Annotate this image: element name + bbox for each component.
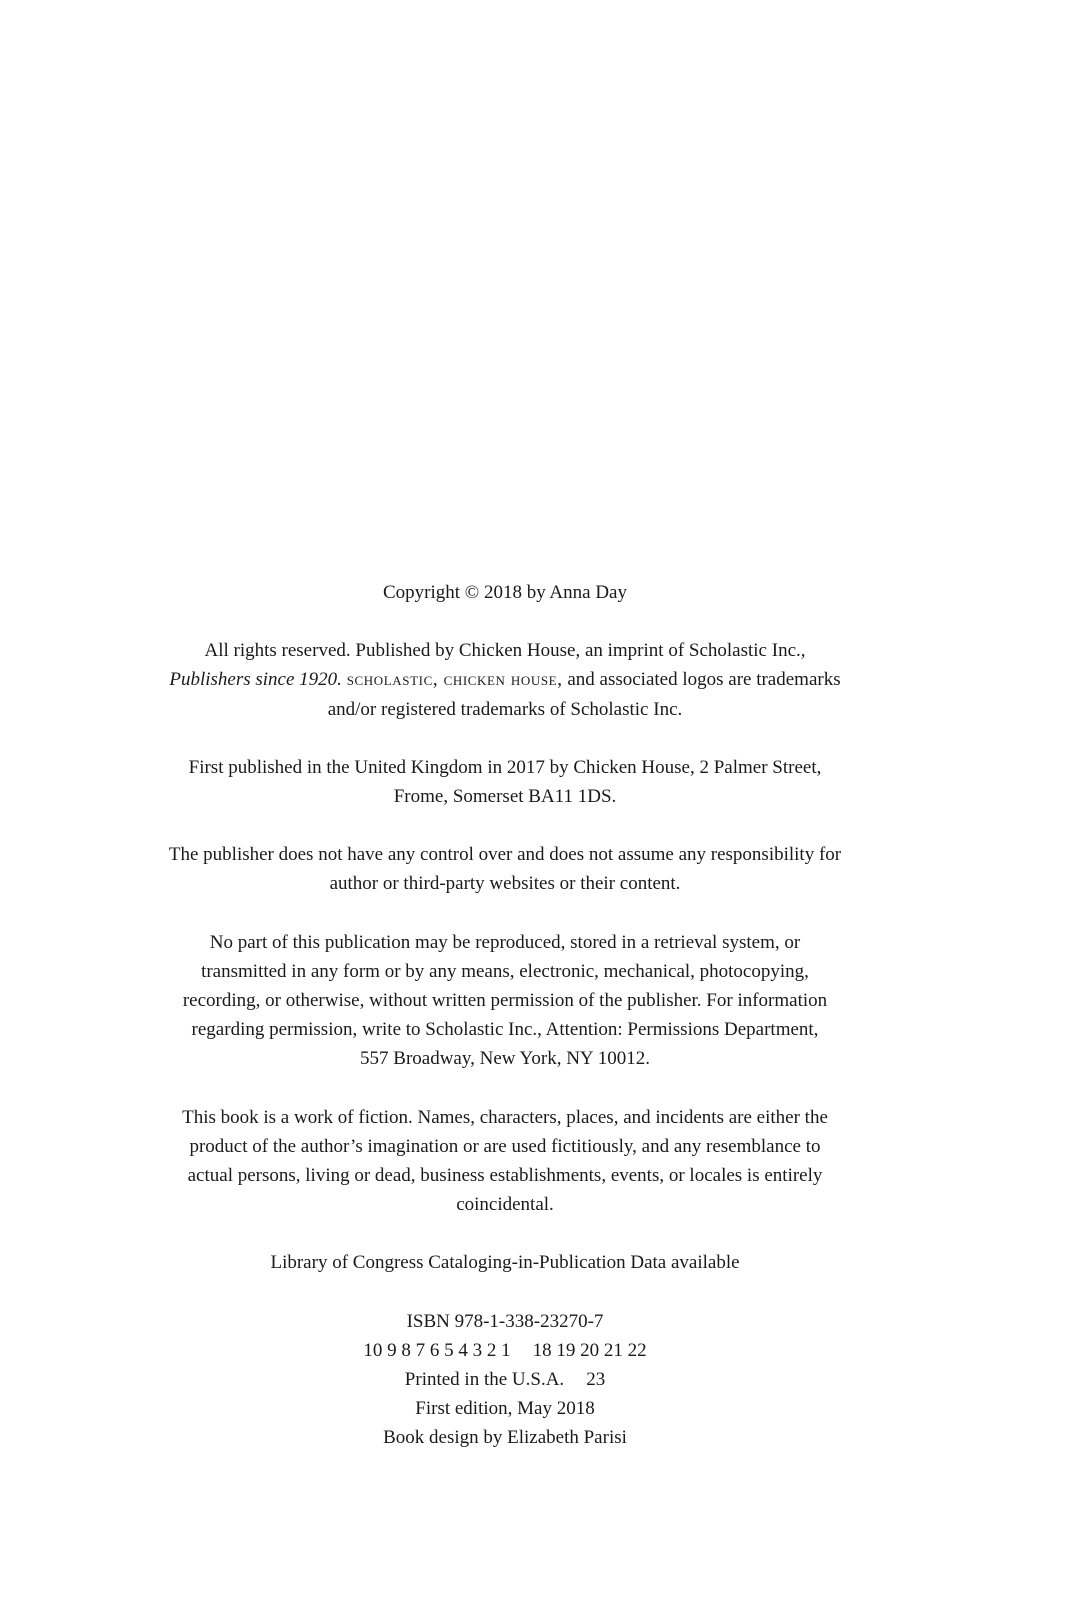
printer-code: 23 [586, 1369, 606, 1391]
rights-line-1: All rights reserved. Published by Chicken House, an imprint of Scholastic Inc., [204, 640, 806, 662]
reproduction-line-2: transmitted in any form or by any means, electronic, mechanical, photocopying, [201, 960, 809, 982]
copyright-block [140, 578, 870, 1453]
cip-paragraph [140, 1248, 870, 1277]
responsibility-paragraph [140, 840, 870, 898]
edition-line: First edition, May 2018 [415, 1398, 595, 1420]
reproduction-line-4: regarding permission, write to Scholastic Inc., Attention: Permissions Department, [191, 1019, 819, 1041]
publishers-since-text: Publishers since 1920. [169, 669, 342, 691]
rights-line-2 [140, 665, 870, 694]
reproduction-line-5: 557 Broadway, New York, NY 10012. [360, 1048, 650, 1070]
rights-line-3: and/or registered trademarks of Scholastic Inc. [327, 698, 683, 720]
first-published-line-1: First published in the United Kingdom in 2017 by Chicken House, 2 Palmer Street, [188, 756, 822, 778]
first-published-paragraph [140, 753, 870, 811]
printed-in-line [140, 1365, 870, 1394]
isbn-line: ISBN 978-1-338-23270-7 [406, 1310, 604, 1332]
copyright-notice [140, 578, 870, 607]
fiction-line-1: This book is a work of fiction. Names, characters, places, and incidents are either the [182, 1106, 828, 1128]
reproduction-line-3: recording, or otherwise, without written permission of the publisher. For information [182, 990, 828, 1012]
book-design-line: Book design by Elizabeth Parisi [383, 1427, 627, 1449]
copyright-line: Copyright © 2018 by Anna Day [382, 582, 627, 603]
fiction-line-4: coincidental. [456, 1194, 554, 1216]
first-published-line-2: Frome, Somerset BA11 1DS. [393, 786, 617, 808]
fiction-line-3: actual persons, living or dead, business establishments, events, or locales is entirely [187, 1165, 823, 1187]
printed-in-text: Printed in the U.S.A. [404, 1369, 565, 1391]
rights-paragraph [140, 636, 870, 724]
printing-info [140, 1307, 870, 1453]
responsibility-line-1: The publisher does not have any control over and does not assume any responsibility for [168, 844, 842, 866]
cip-line: Library of Congress Cataloging-in-Publication Data available [270, 1252, 740, 1274]
fiction-line-2: product of the author’s imagination or are used fictitiously, and any resemblance to [189, 1135, 821, 1157]
printing-numbers: 10 9 8 7 6 5 4 3 2 1 [363, 1339, 511, 1361]
trademark-names: scholastic, chicken house, [346, 669, 563, 691]
rights-line-2-rest: and associated logos are trademarks [562, 669, 841, 691]
fiction-disclaimer-paragraph [140, 1103, 870, 1220]
printing-years: 18 19 20 21 22 [532, 1339, 647, 1361]
print-line [140, 1336, 870, 1365]
responsibility-line-2: author or third-party websites or their content. [329, 873, 681, 895]
reproduction-paragraph [140, 928, 870, 1074]
reproduction-line-1: No part of this publication may be reproduced, stored in a retrieval system, or [209, 931, 801, 953]
